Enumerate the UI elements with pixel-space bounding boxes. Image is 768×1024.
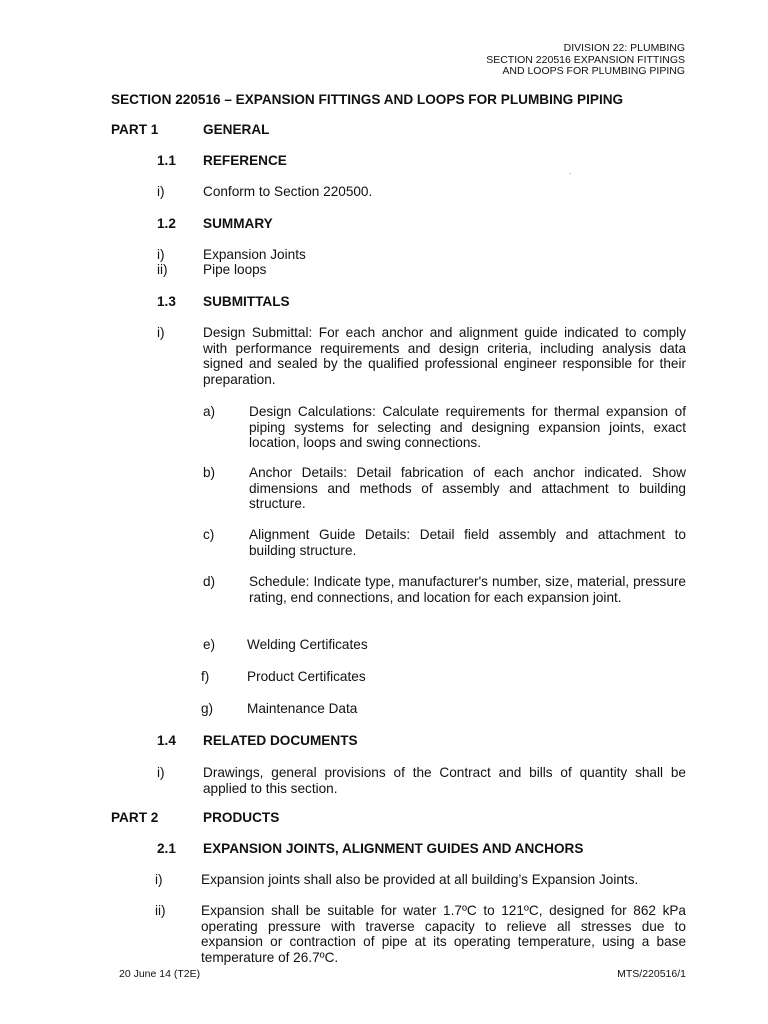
section-title: SECTION 220516 – EXPANSION FITTINGS AND LOOPS FOR PLUMBING PIPING <box>111 92 624 107</box>
s1-4-number: 1.4 <box>157 733 176 748</box>
part2-heading: PRODUCTS <box>203 810 280 825</box>
s2-1-item-text: Expansion joints shall also be provided at all building’s Expansion Joints. <box>201 872 639 887</box>
header-section-cont: AND LOOPS FOR PLUMBING PIPING <box>502 65 685 77</box>
s1-2-item-marker: ii) <box>157 262 168 277</box>
running-header <box>486 43 685 78</box>
s1-2-item-text: Pipe loops <box>203 262 267 277</box>
subitem-text: Maintenance Data <box>247 701 358 716</box>
s2-1-item-marker: i) <box>155 872 163 887</box>
s1-3-item-marker: i) <box>157 325 165 340</box>
subitem-text: Design Calculations: Calculate requirements for thermal expansion of piping systems for selecting and designing expansion joints, exact location, loops and swing connections. <box>249 404 686 450</box>
s2-1-item-marker: ii) <box>155 903 166 918</box>
s1-4-item-text: Drawings, general provisions of the Contract and bills of quantity shall be applied to this section. <box>203 765 686 796</box>
header-section: SECTION 220516 EXPANSION FITTINGS <box>486 53 685 66</box>
s1-3-number: 1.3 <box>157 294 176 309</box>
subitem-text: Welding Certificates <box>247 637 368 652</box>
s1-4-item-marker: i) <box>157 765 165 780</box>
stray-mark: . <box>569 167 572 176</box>
s1-1-number: 1.1 <box>157 153 176 168</box>
subitem-text: Product Certificates <box>247 669 366 684</box>
subitem-text: Alignment Guide Details: Detail field assembly and attachment to building structure. <box>249 527 686 558</box>
s2-1-number: 2.1 <box>157 841 176 856</box>
subitem-marker: c) <box>203 527 215 542</box>
s1-2-heading: SUMMARY <box>203 216 273 231</box>
s1-2-item-marker: i) <box>157 247 165 262</box>
part1-heading: GENERAL <box>203 122 270 137</box>
s1-3-item-text: Design Submittal: For each anchor and alignment guide indicated to comply with performance requirements and design criteria, including analysis data signed and sealed by the qualified professional engineer responsible for their preparation. <box>203 325 686 387</box>
part2-number: PART 2 <box>111 810 159 825</box>
part1-number: PART 1 <box>111 122 159 137</box>
s2-1-item-text: Expansion shall be suitable for water 1.7ºC to 121ºC, designed for 862 kPa operating pressure with traverse capacity to relieve all stresses due to expansion or contraction of pipe at its operating temperature, using a base temperature of 26.7ºC. <box>201 903 686 965</box>
s1-2-item-text: Expansion Joints <box>203 247 306 262</box>
subitem-marker: g) <box>201 701 214 716</box>
header-division: DIVISION 22: PLUMBING <box>563 42 685 54</box>
subitem-text: Schedule: Indicate type, manufacturer's number, size, material, pressure rating, end connections, and location for each expansion joint. <box>249 574 686 605</box>
s1-4-heading: RELATED DOCUMENTS <box>203 733 358 748</box>
subitem-text: Anchor Details: Detail fabrication of each anchor indicated. Show dimensions and methods of assembly and attachment to building structure. <box>249 465 686 511</box>
s1-1-item-text: Conform to Section 220500. <box>203 184 373 199</box>
subitem-marker: a) <box>203 404 216 419</box>
s1-3-heading: SUBMITTALS <box>203 294 290 309</box>
s1-1-heading: REFERENCE <box>203 153 287 168</box>
footer-page-ref: MTS/220516/1 <box>617 968 686 980</box>
subitem-marker: e) <box>203 637 216 652</box>
s2-1-heading: EXPANSION JOINTS, ALIGNMENT GUIDES AND ANCHORS <box>203 841 584 856</box>
subitem-marker: d) <box>203 574 216 589</box>
footer-date: 20 June 14 (T2E) <box>119 968 201 980</box>
s1-2-number: 1.2 <box>157 216 176 231</box>
subitem-marker: b) <box>203 465 216 480</box>
s1-1-item-marker: i) <box>157 184 165 199</box>
subitem-marker: f) <box>201 669 210 684</box>
